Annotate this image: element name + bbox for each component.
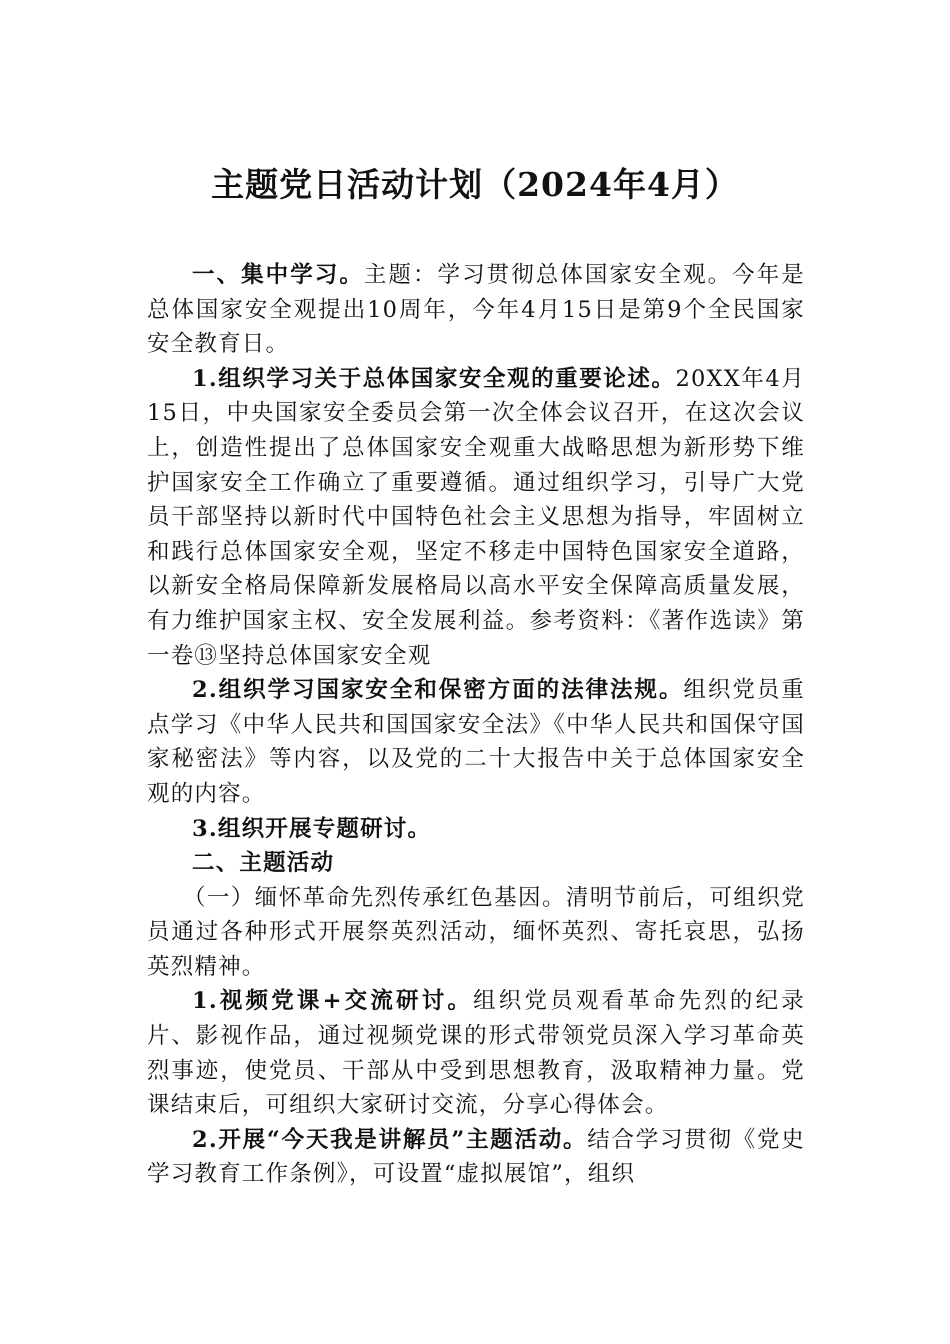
paragraph-4 [147,812,805,847]
paragraph-heading: 1.视频党课+交流研讨。 [192,988,474,1015]
paragraph-5 [147,846,805,881]
paragraph-7 [147,984,805,1122]
paragraph-text: （一）缅怀革命先烈传承红色基因。清明节前后，可组织党员通过各种形式开展祭英烈活动，缅怀英烈、寄托哀思，弘扬英烈精神。 [147,884,805,980]
paragraph-heading: 3.组织开展专题研讨。 [192,815,432,842]
paragraph-text: 组织党员重点学习《中华人民共和国国家安全法》《中华人民共和国保守国家秘密法》等内容，以及党的二十大报告中关于总体国家安全观的内容。 [147,677,805,807]
paragraph-text: 20XX年4月15日，中央国家安全委员会第一次全体会议召开，在这次会议上，创造性提出了总体国家安全观重大战略思想为新形势下维护国家安全工作确立了重要遵循。通过组织学习，引导广大党员干部坚持以新时代中国特色社会主义思想为指导，牢固树立和践行总体国家安全观，坚定不移走中国特色国家安全道路，以新安全格局保障新发展格局以高水平安全保障高质量发展，有力维护国家主权、安全发展利益。参考资料：《著作选读》第一卷⑬坚持总体国家安全观 [147,365,805,669]
paragraph-heading: 1.组织学习关于总体国家安全观的重要论述。 [192,365,676,392]
paragraph-1 [147,258,805,362]
section-heading: 二、主题活动 [192,850,335,877]
paragraph-2 [147,362,805,673]
paragraph-text: 主题：学习贯彻总体国家安全观。今年是总体国家安全观提出10周年，今年4月15日是第9个全民国家安全教育日。 [147,262,805,358]
paragraph-heading: 2.开展“今天我是讲解员”主题活动。 [192,1126,588,1153]
paragraph-heading: 2.组织学习国家安全和保密方面的法律法规。 [192,677,684,704]
paragraph-heading: 一、集中学习。 [192,262,364,288]
document-title: 主题党日活动计划（2024年4月） [211,165,739,204]
document-body [147,258,805,1192]
paragraph-text: 结合学习贯彻《党史学习教育工作条例》，可设置“虚拟展馆”，组织 [147,1126,805,1188]
paragraph-3 [147,673,805,811]
paragraph-text: 组织党员观看革命先烈的纪录片、影视作品，通过视频党课的形式带领党员深入学习革命英烈事迹，使党员、干部从中受到思想教育，汲取精神力量。党课结束后，可组织大家研讨交流，分享心得体会。 [147,988,805,1119]
paragraph-8 [147,1123,805,1192]
paragraph-6 [147,881,805,985]
